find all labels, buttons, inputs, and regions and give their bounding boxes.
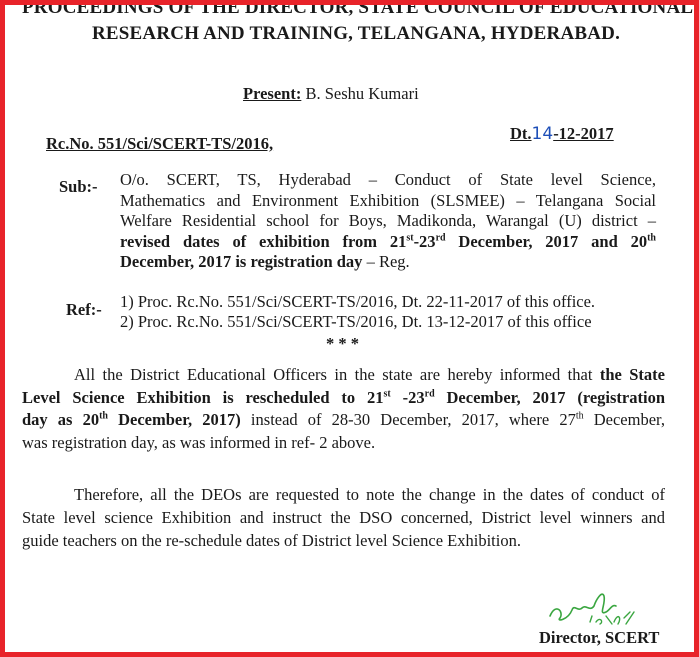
- subject-line-5: December, 2017 is registration day – Reg.: [120, 252, 410, 271]
- para2-line-1: Therefore, all the DEOs are requested to note the change in the dates of conduct of: [74, 485, 665, 504]
- subject-line-2: Mathematics and Environment Exhibition (SLSMEE) – Telangana Social: [120, 190, 656, 210]
- para1-line-1: All the District Educational Officers in the state are hereby informed that the State: [74, 365, 665, 384]
- subject-label: Sub:-: [59, 177, 98, 196]
- subject-line-1: O/o. SCERT, TS, Hyderabad – Conduct of State level Science,: [120, 170, 656, 189]
- separator-stars: * * *: [326, 334, 359, 353]
- para1-line-2: Level Science Exhibition is rescheduled to 21st -23rd December, 2017 (registration: [22, 387, 665, 407]
- para2-line-3: guide teachers on the re-schedule dates of District level Science Exhibition.: [22, 531, 521, 550]
- header-line-1: PROCEEDINGS OF THE DIRECTOR, STATE COUNCIL OF EDUCATIONAL: [22, 0, 694, 18]
- subject-line-3: Welfare Residential school for Boys, Madikonda, Warangal (U) district –: [120, 211, 656, 230]
- subject-line-4: revised dates of exhibition from 21st-23rd December, 2017 and 20th: [120, 231, 656, 251]
- signatory-designation: Director, SCERT: [539, 628, 660, 647]
- para1-line-4: was registration day, as was informed in ref- 2 above.: [22, 432, 376, 452]
- ref-item-2: 2) Proc. Rc.No. 551/Sci/SCERT-TS/2016, Dt. 13-12-2017 of this office: [120, 312, 592, 331]
- header-line-2: RESEARCH AND TRAINING, TELANGANA, HYDERABAD.: [92, 23, 621, 44]
- handwritten-date-day: 14: [531, 124, 554, 144]
- rc-number: Rc.No. 551/Sci/SCERT-TS/2016,: [46, 134, 274, 153]
- ref-item-1: 1) Proc. Rc.No. 551/Sci/SCERT-TS/2016, Dt. 22-11-2017 of this office.: [120, 292, 596, 311]
- ref-label: Ref:-: [66, 300, 102, 319]
- para2-line-2: State level science Exhibition and instruct the DSO concerned, District level winners and: [22, 508, 665, 527]
- present-name: B. Seshu Kumari: [305, 84, 419, 103]
- date-prefix: Dt.: [510, 124, 532, 143]
- date-rest: -12-2017: [553, 124, 614, 143]
- present-label: Present:: [243, 84, 302, 103]
- para1-line-3: day as 20th December, 2017) instead of 28-30 December, 2017, where 27th December,: [22, 410, 665, 429]
